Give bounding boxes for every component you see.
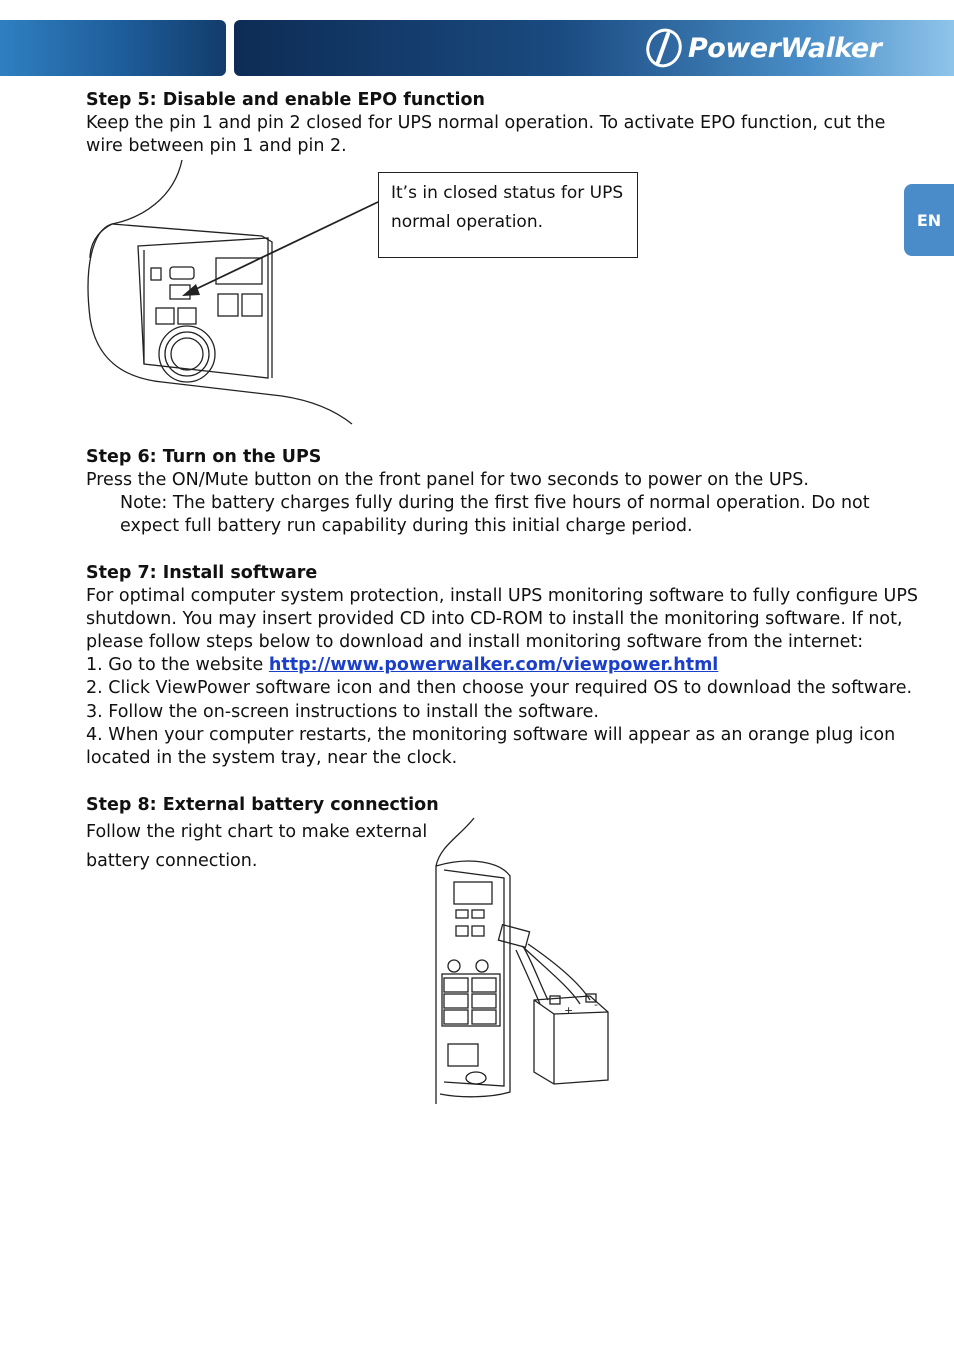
- step7-item1-prefix: 1. Go to the website: [86, 655, 269, 675]
- step7-text-line2: shutdown. You may insert provided CD into CD-ROM to install the monitoring software. If not,: [86, 609, 903, 629]
- ups-rear-epo-illustration: [82, 158, 382, 428]
- brand-name: PowerWalker: [688, 32, 882, 64]
- step7-text-line3: please follow steps below to download and install monitoring software from the internet:: [86, 632, 864, 652]
- viewpower-download-link[interactable]: http://www.powerwalker.com/viewpower.html: [268, 655, 719, 675]
- step7-title: Step 7: Install software: [86, 563, 318, 583]
- battery-plus-label: +: [564, 1004, 574, 1017]
- step7-item4-line1: 4. When your computer restarts, the monitoring software will appear as an orange plug icon: [86, 725, 896, 745]
- step8-text-line1: Follow the right chart to make external: [86, 822, 428, 842]
- step7-text-line1: For optimal computer system protection, install UPS monitoring software to fully configure UPS: [86, 586, 919, 606]
- step8-title: Step 8: External battery connection: [86, 795, 439, 815]
- step5-text-line2: wire between pin 1 and pin 2.: [86, 136, 347, 156]
- step6-title: Step 6: Turn on the UPS: [86, 447, 322, 467]
- step8-text-line2: battery connection.: [86, 851, 258, 871]
- brand-logo: [644, 24, 881, 72]
- step6-note-line2: expect full battery run capability during this initial charge period.: [120, 516, 693, 536]
- external-battery-illustration: [430, 816, 630, 1106]
- step5-title: Step 5: Disable and enable EPO function: [86, 90, 485, 110]
- callout-line1: It’s in closed status for UPS: [391, 183, 624, 203]
- epo-callout-box: [378, 172, 638, 258]
- step7-item3: 3. Follow the on-screen instructions to install the software.: [86, 702, 599, 722]
- step7-item1: [86, 654, 718, 677]
- step7-item2: 2. Click ViewPower software icon and then choose your required OS to download the software.: [86, 678, 913, 698]
- power-logo-icon: [644, 26, 684, 70]
- step6-note-line1: Note: The battery charges fully during the first five hours of normal operation. Do not: [120, 493, 870, 513]
- step5-text-line1: Keep the pin 1 and pin 2 closed for UPS normal operation. To activate EPO function, cut the: [86, 113, 886, 133]
- language-tab-en[interactable]: EN: [904, 184, 954, 256]
- step7-item4-line2: located in the system tray, near the clock.: [86, 748, 458, 768]
- callout-line2: normal operation.: [391, 212, 543, 232]
- header-bar-left: [0, 20, 226, 76]
- battery-minus-label: -: [594, 998, 598, 1011]
- step6-text-line1: Press the ON/Mute button on the front panel for two seconds to power on the UPS.: [86, 470, 809, 490]
